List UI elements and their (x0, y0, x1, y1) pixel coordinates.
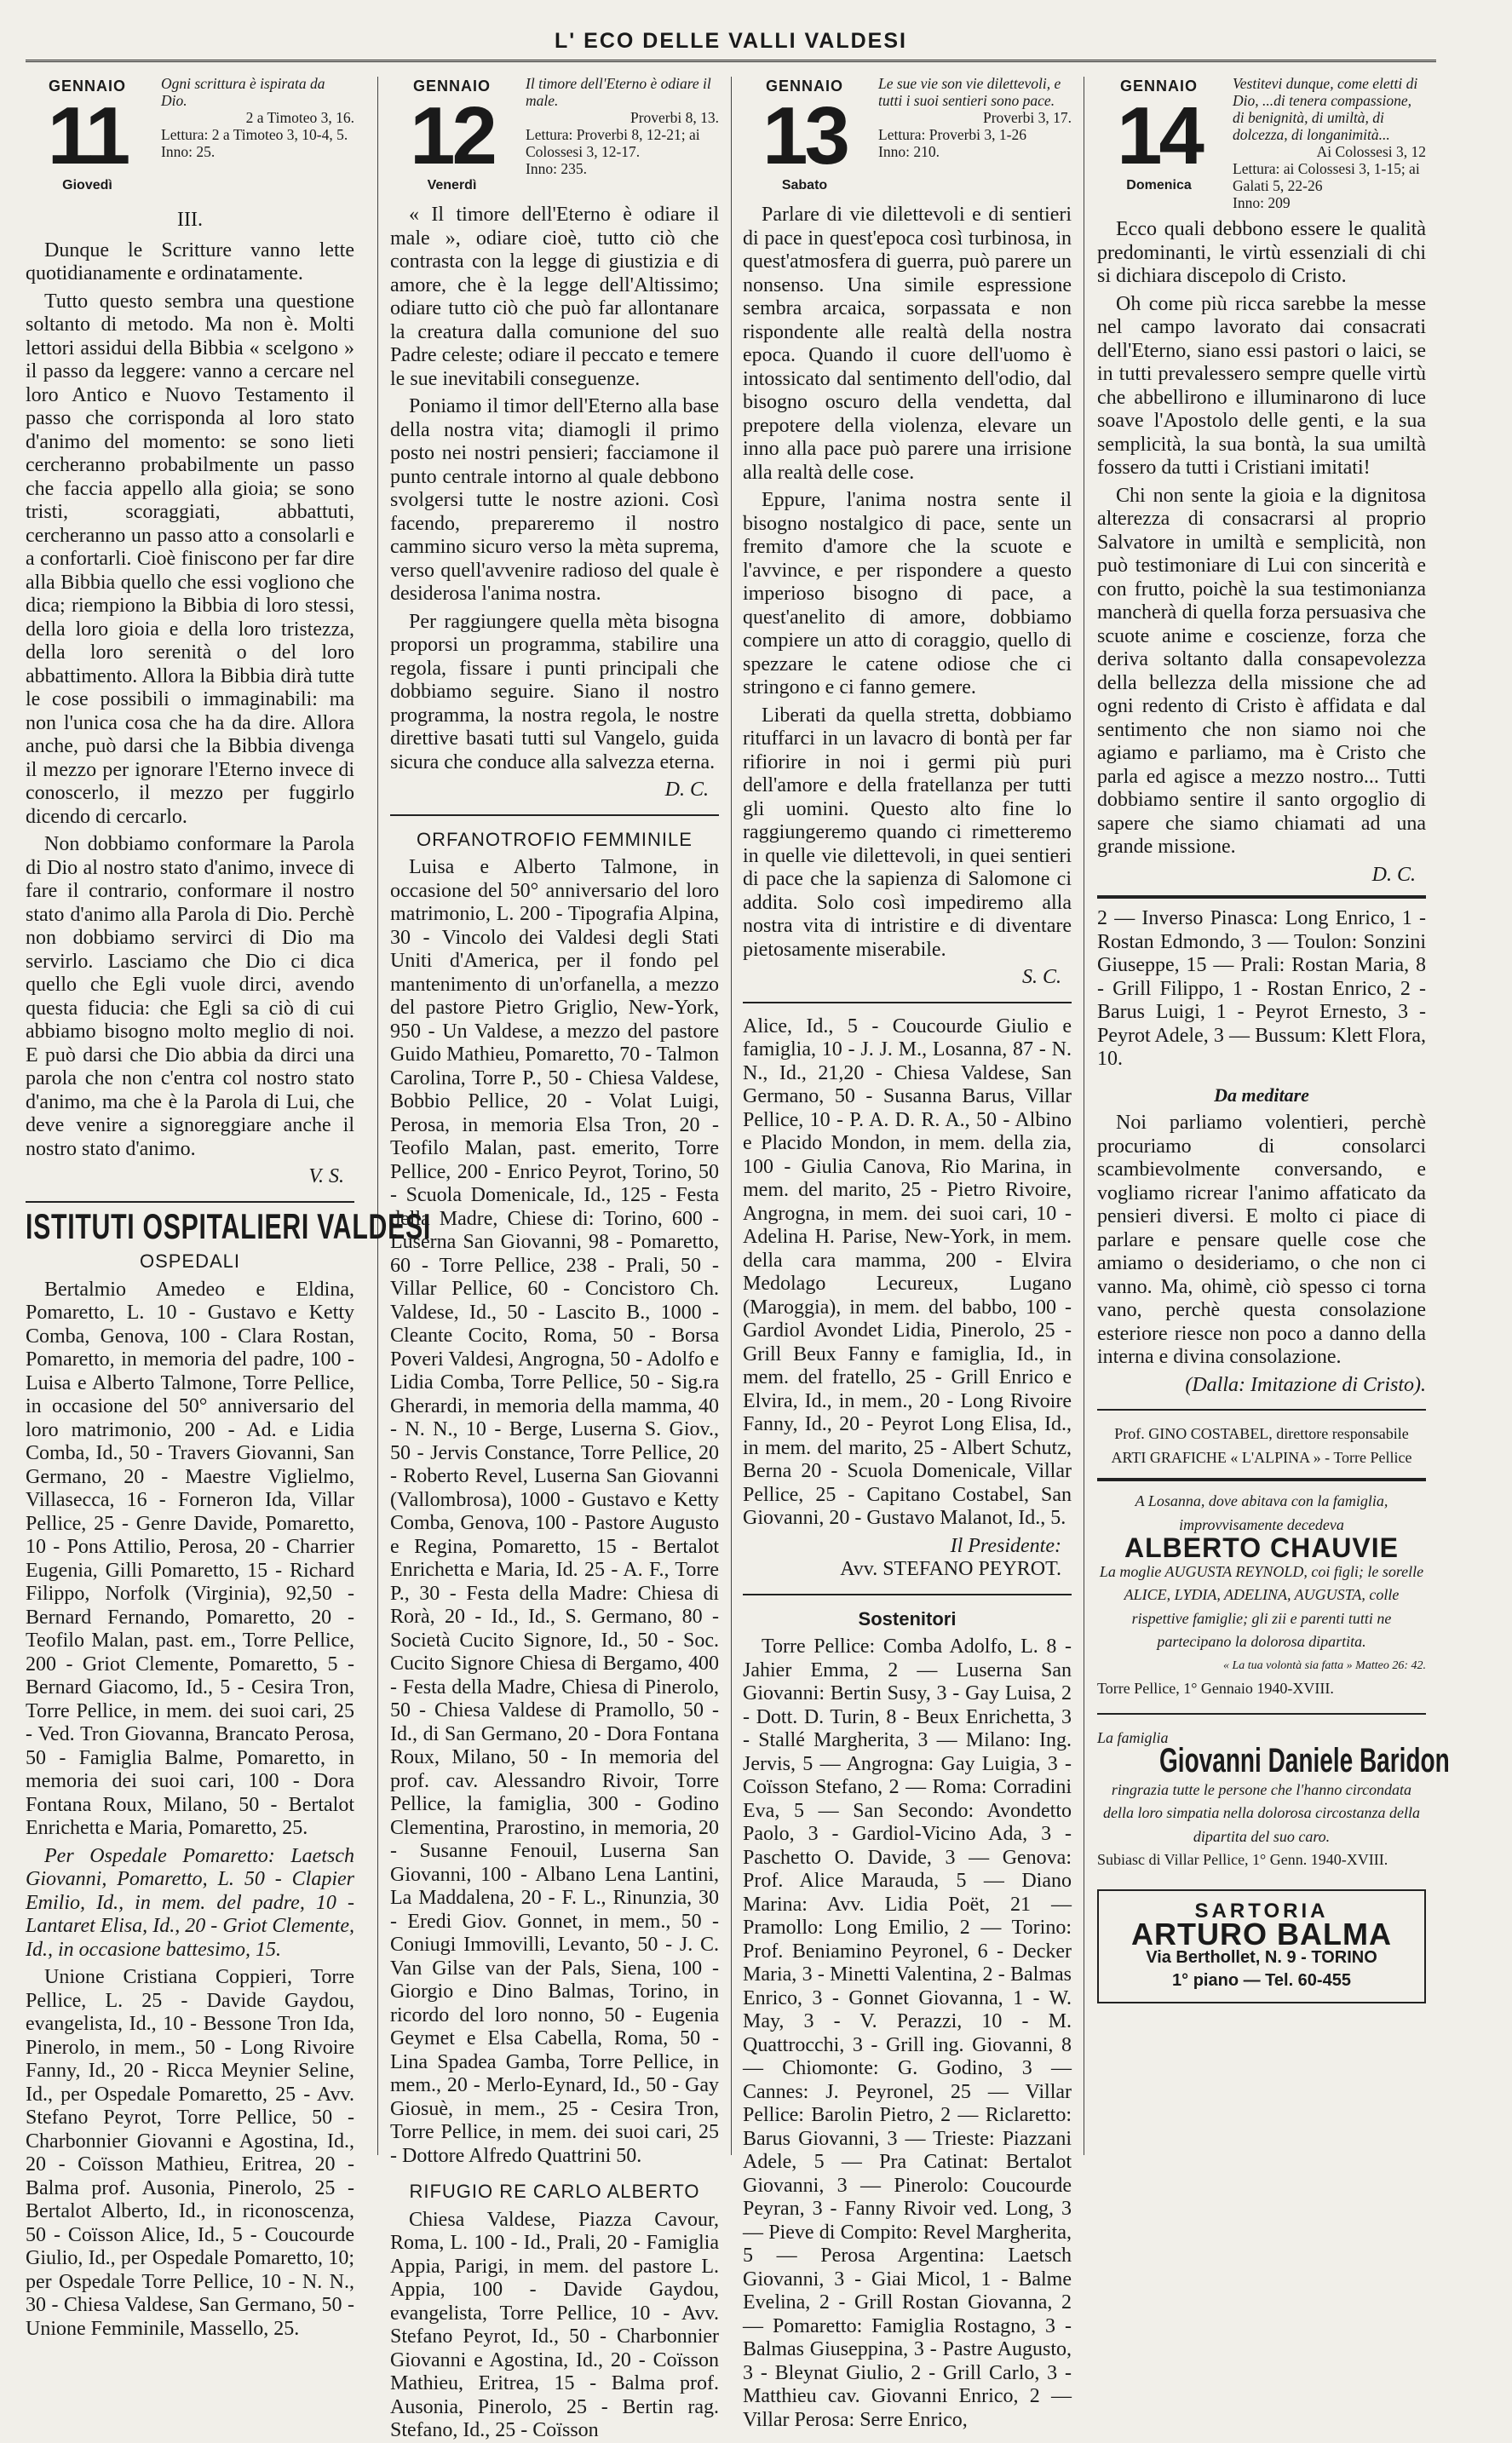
hymn-ref: Inno: 209 (1233, 194, 1291, 211)
subsection-heading: RIFUGIO RE CARLO ALBERTO (409, 2181, 700, 2202)
author-signature: D. C. (1371, 863, 1416, 886)
donation-list: Unione Cristiana Coppieri, Torre Pellice, L. 25 - Davide Gaydou, evangelista, Id., 10 - Bessone Tron Ida, Pinerolo, in mem., 50 - Long Rivoire Fanny, Id., 20 - Ricca Meynier Seline, Id., per Ospedale Pomaretto, 25 - Avv. Stefano Peyrot, Torre Pellice, 50 - Charbonnier Giovanni e Agostina, Id., 20 - Coïsson Mathieu, Eritrea, 20 - Balma prof. Ausonia, Pinerolo, 25 - Bertalot Alberto, Id., in riconoscenza, 50 - Coïsson Alice, Id., 5 - Coucourde Giulio, Id., per Ospedale Pomaretto, 10; per Ospedale Torre Pellice, 10 - N. N., 30 - Chiesa Valdese, San Germano, 50 - Unione Femminile, Massello, 25. (26, 1966, 354, 2340)
paragraph: Ecco quali debbono essere le qualità predominanti, le virtù essenziali di chi si dichiara discepolo di Cristo. (1097, 218, 1426, 287)
hymn-ref: Inno: 210. (878, 143, 940, 160)
paragraph: Chi non sente la gioia e la dignitosa alterezza di consacrarsi al proprio Salvatore in umiltà e semplicità, non può testimoniare di Lui con sincerità e con frutto, poichè la sua testimonianza mancherà di quella forza persuasiva che scuote anime e coscienze, forza che deriva soltanto dalla consapevolezza della bellezza della missione che ad ogni redento di Cristo è affidata e dal sentimento che non siamo noi che agiamo e parliamo, ma è Cristo che parla ed agisce a mezzo nostro... Tutti dobbiamo sentire il santo orgoglio di sapere che siamo chiamati ad una grande missione. (1097, 484, 1426, 858)
donation-list: Chiesa Valdese, Piazza Cavour, Roma, L. 100 - Id., Prali, 20 - Famiglia Appia, Parigi, in mem. del pastore L. Appia, 100 - Davide Gaydou, evangelista, Torre Pellice, 10 - Avv. Stefano Peyrot, Id., 50 - Charbonnier Giovanni e Agostina, Id., 20 - Coïsson Mathieu, Eritrea, 15 - Balma prof. Ausonia, Pinerolo, 25 - Bertin rag. Stefano, Id., 25 - Coïsson (390, 2208, 719, 2441)
meditation-source: (Dalla: Imitazione di Cristo). (1185, 1373, 1426, 1396)
month-label: GENNAIO (765, 78, 843, 95)
divider (390, 814, 719, 816)
day-number: 11 (47, 89, 128, 181)
divider (1097, 1713, 1426, 1715)
subsection-heading: Sostenitori (858, 1607, 957, 1630)
verse-reference: 2 a Timoteo 3, 16. (245, 109, 354, 126)
daily-verse (878, 75, 1072, 197)
weekday-label: Venerdì (427, 177, 477, 193)
ad-address: Via Berthollet, N. 9 - TORINO (1146, 1947, 1377, 1967)
divider (26, 1201, 354, 1203)
donation-list: Bertalmio Amedeo e Eldina, Pomaretto, L. 10 - Gustavo e Ketty Comba, Genova, 100 - Clara Rostan, Pomaretto, in memoria del padre, 100 - Luisa e Alberto Talmone, Torre Pellice, in occasione del 50° anniversario del loro matrimonio, 200 - Ad. e Lidia Comba, Id., 50 - Travers Giovanni, San Germano, 20 - Maestre Viglielmo, Villasecca, 16 - Forneron Ida, Villar Pellice, 25 - Genre Davide, Pomaretto, 10 - Pons Attilio, Perosa, 20 - Charrier Eugenia, Gilli Pomaretto, 15 - Richard Filippo, Norfolk (Virginia), 92,50 - Bernard Fernando, Pomaretto, 20 - Teofilo Malan, past. em., Torre Pellice, 200 - Griot Clemente, Pomaretto, 5 - Bernard Giacomo, Id., 5 - Cesira Tron, Torre Pellice, in mem. dei suoi cari, 25 - Ved. Tron Giovanna, Brancato Perosa, 50 - Famiglia Balme, Pomaretto, in memoria dei suoi cari, 100 - Dora Fontana Roux, Milano, 50 - Bertalot Enrichetta e Maria, Pomaretto, 25. (26, 1278, 354, 1839)
donation-list: Per Ospedale Pomaretto: Laetsch Giovanni, Pomaretto, L. 50 - Clapier Emilio, Id., in mem. del padre, 10 - Lantaret Elisa, Id., 20 - Griot Clemente, Id., in occasione battesimo, 15. (26, 1844, 354, 1961)
subsection-heading: ORFANOTROFIO FEMMINILE (417, 828, 693, 850)
column-rule (377, 77, 378, 2155)
obituary-intro: La famiglia (1097, 1728, 1169, 1746)
paragraph: Liberati da quella stretta, dobbiamo rituffarci in un lavacro di bontà per far rifiorire in noi i germi più puri dell'amore e della fratellanza per tutti gli uomini. Questo alto fine lo raggiungeremo quando ci rimetteremo in quelle vie dilettevoli, in quei sentieri di pace che la sapienza di Salomone ci addita. Solo così impediremo alla nostra vita di intristire e di diventare pietosamente miserabile. (743, 704, 1072, 961)
day-mark (1097, 75, 1221, 211)
paragraph: Parlare di vie dilettevoli e di sentieri di pace in quest'epoca così turbinosa, in quest'atmosfera di guerra, può parere un nonsenso. Una simile espressione sembra arcaica, sorpassata e non rispondente alle realtà della nostra epoca. Quando il cuore dell'uomo è intossicato dal sentimento dell'odio, dal bisogno oscuro della vendetta, dal prepotere della violenza, elevare un inno alla pace può parere una irrisione alla realtà delle cose. (743, 204, 1072, 484)
masthead: L' ECO DELLE VALLI VALDESI (26, 29, 1436, 62)
divider (743, 1002, 1072, 1003)
paragraph: Oh come più ricca sarebbe la messe nel campo lavorato dai consacrati dell'Eterno, siano essi pastori o laici, se in tutti prevalessero sempre quelle virtù che abbellirono e illuminarono di luce soave l'Apostolo delle genti, e la sua semplicità, la sua bontà, la sua umiltà fossero da tutti i Cristiani imitati! (1097, 292, 1426, 479)
weekday-label: Sabato (781, 177, 828, 193)
paragraph: Eppure, l'anima nostra sente il bisogno nostalgico di pace, sente un fremito d'amore che la scuote e l'avvince, e per rispondere a questo imperioso bisogno di pace, a quest'anelito di amore, dobbiamo compiere un atto di coraggio, quello di spezzare le catene odiose che ci stringono e ci fanno gemere. (743, 489, 1072, 698)
weekday-label: Domenica (1126, 177, 1192, 193)
day-mark (26, 75, 149, 197)
day-box (1097, 75, 1426, 211)
paragraph: Non dobbiamo conformare la Parola di Dio al nostro stato d'animo, invece di fare il contrario, conformare il nostro stato d'animo alla Parola di Dio. Perchè non dobbiamo servirci di Dio ma servirlo. Lasciamo che Dio ci dica quello che Egli vuole dirci, avendo questa fiducia: che Egli sa ciò di cui abbiamo bisogno molto meglio di noi. E può darsi che Dio abbia da dirci una parola che non c'entra col nostro stato d'animo, ma che è la Parola di Lui, che deve venire a signoreggiare anche il nostro stato d'animo. (26, 833, 354, 1160)
obituary-place: Subiasc di Villar Pellice, 1° Genn. 1940-XVIII. (1097, 1851, 1388, 1868)
author-signature: V. S. (308, 1165, 344, 1187)
divider (1097, 1478, 1426, 1481)
donation-list: 2 — Inverso Pinasca: Long Enrico, 1 - Rostan Edmondo, 3 — Toulon: Sonzini Giuseppe, 15 — Prali: Rostan Maria, 8 - Grill Filippo, 1 - Rostan Enrico, 2 - Barus Luigi, 1 - Peyrot Ernesto, 3 - Peyrot Adele, 3 — Bussum: Klett Flora, 10. (1097, 907, 1426, 1070)
day-mark (743, 75, 866, 197)
divider (1097, 1409, 1426, 1411)
day-number: 14 (1117, 89, 1201, 181)
author-signature: S. C. (1021, 966, 1061, 988)
subsection-heading: OSPEDALI (139, 1250, 241, 1272)
obituary-text: ringrazia tutte le persone che l'hanno circondata della loro simpatia nella dolorosa circostanza della dipartita del suo caro. (1103, 1780, 1420, 1845)
subsection-heading: Da meditare (1214, 1084, 1309, 1106)
column-rule (731, 77, 732, 2155)
section-title: ISTITUTI OSPITALIERI VALDESI (26, 1205, 432, 1246)
president-label: Il Presidente: (950, 1534, 1061, 1557)
verse-text: Il timore dell'Eterno è odiare il male. (526, 75, 711, 109)
verse-text: Ogni scrittura è ispirata da Dio. (161, 75, 325, 109)
reading-ref: Lettura: 2 a Timoteo 3, 10-4, 5. (161, 126, 348, 143)
verse-text: Vestitevi dunque, come eletti di Dio, ...di tenera compassione, di benignità, di umiltà, di dolcezza, di longanimità... (1233, 75, 1418, 143)
month-label: GENNAIO (1119, 78, 1198, 95)
paragraph: Poniamo il timor dell'Eterno alla base della nostra vita; diamogli il primo posto nei nostri pensieri; facciamone il punto centrale intorno al quale debbono svolgersi tutte le nostre azioni. Così facendo, prepareremo il nostro cammino sicuro verso la mèta suprema, verso quell'avvenire radioso del quale è desiderosa l'anima nostra. (390, 395, 719, 605)
day-number: 13 (762, 89, 847, 181)
paragraph: Per raggiungere quella mèta bisogna proporsi un programma, stabilire una regola, fissare i punti principali che dobbiamo seguire. Siano il nostro programma, la nostra regola, le nostre direttive basati tutti sul Vangelo, guida sicura che conduce alla salvezza eterna. (390, 610, 719, 773)
column-3 (743, 75, 1072, 2431)
printer-line: ARTI GRAFICHE « L'ALPINA » - Torre Pellice (1111, 1448, 1412, 1466)
verse-reference: Proverbi 3, 17. (982, 109, 1072, 126)
ad-name: ARTURO BALMA (1131, 1917, 1392, 1952)
day-box (26, 75, 354, 197)
obituary-name: Giovanni Daniele Baridon (1159, 1742, 1450, 1779)
donation-list: Torre Pellice: Comba Adolfo, L. 8 - Jahier Emma, 2 — Luserna San Giovanni: Bertin Susy, 3 - Gay Luisa, 2 - Dott. D. Turin, 8 - Beux Enrichetta, 3 - Stallé Margherita, 3 — Milano: Ing. Jervis, 5 — Angrogna: Gay Luigia, 3 - Coïsson Stefano, 2 — Roma: Corradini Eva, 5 — San Secondo: Avondetto Paolo, 3 - Gardiol-Vicino Ada, 3 - Paschetto O. Davide, 3 — Genova: Prof. Alice Marauda, 5 — Diano Marina: Avv. Lidia Poët, 21 — Pramollo: Long Emilio, 2 — Torino: Prof. Beniamino Peyronel, 6 - Decker Maria, 3 - Minetti Valentina, 2 - Balmas Enrico, 3 - Gonnet Giovanna, 1 - W. May, 3 - V. Perazzi, 10 - M. Quattrocchi, 3 - Grill ing. Giovanni, 8 — Chiomonte: G. Godino, 3 — Cannes: J. Peyronel, 25 — Villar Pellice: Barolin Pietro, 2 — Riclaretto: Barus Giovanni, 3 — Trieste: Piazzani Adele, 5 — Pra Catinat: Bertalot Giovanni, 3 — Pinerolo: Coucourde Peyran, 3 - Fanny Rivoir ved. Long, 3 — Pieve di Compito: Revel Margherita, 5 — Perosa Argentina: Laetsch Giovanni, 3 - Giai Micol, 1 - Balme Evelina, 2 - Grill Rostan Giovanna, 2 — Pomaretto: Famiglia Rostagno, 3 - Balmas Giuseppina, 3 - Pastre Augusto, 3 - Bleynat Giulio, 2 - Grill Carlo, 3 - Matthieu cav. Giovanni Enrico, 2 — Villar Perosa: Serre Enrico, (743, 1635, 1072, 2431)
section-number: III. (177, 209, 203, 231)
weekday-label: Giovedì (62, 177, 112, 193)
divider (743, 1594, 1072, 1595)
donation-list: Alice, Id., 5 - Coucourde Giulio e famiglia, 10 - J. J. M., Losanna, 87 - N. N., Id., 21,20 - Chiesa Valdese, San Germano, 50 - Susanna Barus, Villar Pellice, 10 - P. A. D. R. A., 50 - Albino e Placido Mondon, in mem. della zia, 100 - Giulia Canova, Rio Marina, in mem. del marito, 25 - Pietro Rivoire, Angrogna, in mem. dei suoi cari, 10 - Adelina H. Parise, New-York, in mem. della cara mamma, 200 - Elvira Medolago Lecureux, Lugano (Maroggia), in mem. del babbo, 100 - Gardiol Avondet Lidia, Pinerolo, 25 - Grill Beux Fanny e famiglia, Id., in mem. del fratello, 25 - Grill Enrico e Elvira, Id., in mem., 20 - Long Rivoire Fanny, Id., 20 - Peyrot Long Elisa, Id., in mem. del marito, 25 - Albert Schutz, Berna 20 - Scuola Domenicale, Villar Pellice, 25 - Capitano Costabel, San Giovanni, 20 - Gustavo Malanot, Id., 5. (743, 1015, 1072, 1529)
paragraph: « Il timore dell'Eterno è odiare il male », odiare cioè, tutto ciò che contrasta con la legge di giustizia e di amore, che è la legge dell'Altissimo; odiare tutto ciò che può far allontanare la creatura dalla comunione del suo Padre celeste; odiare il peccato e temere le sue inevitabili conseguenze. (390, 204, 719, 390)
ad-phone: 1° piano — Tel. 60-455 (1172, 1971, 1351, 1990)
day-box (743, 75, 1072, 197)
daily-verse (161, 75, 354, 197)
reading-ref: Lettura: Proverbi 3, 1-26 (878, 126, 1026, 143)
column-4 (1097, 75, 1450, 2162)
month-label: GENNAIO (48, 78, 126, 95)
president-name: Avv. STEFANO PEYROT. (840, 1558, 1061, 1580)
verse-reference: Proverbi 8, 13. (630, 109, 719, 126)
day-mark (390, 75, 514, 197)
obituary-place: Torre Pellice, 1° Gennaio 1940-XVIII. (1097, 1680, 1334, 1697)
obituary-intro: A Losanna, dove abitava con la famiglia, improvvisamente decedeva (1135, 1492, 1388, 1533)
director-line: Prof. GINO COSTABEL, direttore responsabile (1114, 1425, 1409, 1442)
obituary-text: La moglie AUGUSTA REYNOLD, coi figli; le sorelle ALICE, LYDIA, ADELINA, AUGUSTA, colle rispettive famiglie; gli zii e parenti tutti ne partecipano la dolorosa dipartita. (1099, 1562, 1424, 1650)
paragraph: Tutto questo sembra una questione soltanto di metodo. Ma non è. Molti lettori assidui della Bibbia « scelgono » il passo da leggere: vanno a cercare nel loro Antico e Nuovo Testamento il passo che corrisponda al loro stato d'animo del momento: se sono lieti cercheranno probabilmente un passo che faccia appello alla gioia; se sono tristi, scoraggiati, abbattuti, cercheranno un passo atto a consolarli e a confortarli. Cioè finiscono per far dire alla Bibbia quello che essi vogliono che dica; riempiono la Bibbia di loro stessi, della loro gioia e della loro tristezza, della loro serenità o del loro abbattimento. Allora la Bibbia dirà tutte le cose possibili o immaginabili: ma non l'unica cosa che ha da dire. Allora anche, può darsi che la Bibbia divenga il mezzo per ignorare l'Eterno invece di conoscerlo, il mezzo per fuggirlo dicendo di cercarlo. (26, 290, 354, 828)
obituary-quote: « La tua volontà sia fatta » Matteo 26: 42. (1223, 1658, 1426, 1672)
daily-verse (526, 75, 719, 197)
column-1 (26, 75, 432, 2340)
paragraph: Dunque le Scritture vanno lette quotidianamente e ordinatamente. (26, 239, 354, 285)
ad-heading: SARTORIA (1194, 1899, 1329, 1923)
author-signature: D. C. (664, 779, 709, 801)
obituary-name: ALBERTO CHAUVIE (1124, 1532, 1399, 1563)
month-label: GENNAIO (412, 78, 491, 95)
reading-ref: Lettura: Proverbi 8, 12-21; ai Colossesi 3, 12-17. (526, 126, 700, 160)
day-box (390, 75, 719, 197)
tailor-ad (1097, 1889, 1426, 2003)
daily-verse (1233, 75, 1426, 211)
donation-list: Luisa e Alberto Talmone, in occasione del 50° anniversario del loro matrimonio, L. 200 - Tipografia Alpina, 30 - Vincolo dei Valdesi degli Stati Uniti d'America, per il fondo pel mantenimento di un'orfanella, a mezzo del pastore Pietro Griglio, New-York, 950 - Un Valdese, a mezzo del pastore Guido Mathieu, Pomaretto, 70 - Talmon Carolina, Torre P., 50 - Chiesa Valdese, Bobbio Pellice, 20 - Volat Luigi, Perosa, in memoria Elsa Tron, 20 - Teofilo Malan, past. emerito, Torre Pellice, 200 - Enrico Peyrot, Torino, 50 - Scuola Domenicale, Id., 125 - Festa della Madre, Chiese di: Torino, 600 - Luserna San Giovanni, 98 - Pomaretto, 60 - Torre Pellice, 238 - Prali, 50 - Villar Pellice, 60 - Concistoro Ch. Valdese, Id., 50 - Lascito B., 1000 - Cleante Cocito, Roma, 50 - Borsa Poveri Valdesi, Angrogna, 50 - Adolfo e Lidia Comba, Torre Pellice, 50 - Sig.ra Gherardi, in memoria della mamma, 40 - N. N., 10 - Berge, Luserna S. Giov., 50 - Jervis Constance, Torre Pellice, 20 - Roberto Revel, Luserna San Giovanni (Vallombrosa), 1000 - Gustavo e Ketty Comba, Genova, 100 - Pastore Augusto e Regina, Pomaretto, 15 - Bertalot Enrichetta e Maria, Id. 25 - A. F., Torre P., 30 - Festa della Madre: Chiesa di Rorà, 20 - Id., Id., S. Germano, 80 - Società Cucito Signore, Id., 50 - Soc. Cucito Signore Chiesa di Bergamo, 400 - Festa della Madre, Chiesa di Pinerolo, 50 - Chiesa Valdese di Pramollo, 50 - Id., di San Germano, 20 - Dora Fontana Roux, Milano, 50 - In memoria del prof. cav. Alessandro Rivoir, Torre Pellice, la famiglia, 300 - Godino Clementina, Prarostino, in memoria, 20 - Susanne Fenouil, Luserna San Giovanni, 100 - Albano Lena Lantini, La Maddalena, 20 - F. L., Rinunzia, 30 - Eredi Giov. Gonnet, in mem., 50 - Coniugi Immovilli, Levanto, 50 - J. C. Van Gilse van der Pals, Siena, 100 - Giorgio e Dino Balmas, Torino, in ricordo del loro nonno, 50 - Eugenia Geymet e Elsa Cabella, Roma, 50 - Lina Spadea Gamba, Torre Pellice, in mem., 20 - Merlo-Eynard, Id., 50 - Gay Giosuè, in mem., 25 - Cesira Tron, Torre Pellice, in mem. dei suoi cari, 25 - Dottore Alfredo Quattrini 50. (390, 856, 719, 2167)
meditation-text: Noi parliamo volentieri, perchè procuriamo di consolarci scambievolmente conversando, e vogliamo ricrear l'animo affaticato da pensieri diversi. E molto ci piace di parlare e pensare quelle cose che amiamo o desideriamo, o che non ci vanno. Ma, ohimè, ciò spesso ci torna vano, perchè questa consolazione esteriore riesce non poco a danno della interna e divina consolazione. (1097, 1112, 1426, 1368)
divider (1097, 895, 1426, 899)
verse-text: Le sue vie son vie dilettevoli, e tutti i suoi sentieri sono pace. (878, 75, 1061, 109)
hymn-ref: Inno: 25. (161, 143, 216, 160)
column-2 (390, 75, 719, 2441)
verse-reference: Ai Colossesi 3, 12 (1316, 143, 1426, 160)
day-number: 12 (410, 89, 494, 181)
hymn-ref: Inno: 235. (526, 160, 587, 177)
reading-ref: Lettura: ai Colossesi 3, 1-15; ai Galati 5, 22-26 (1233, 160, 1420, 194)
